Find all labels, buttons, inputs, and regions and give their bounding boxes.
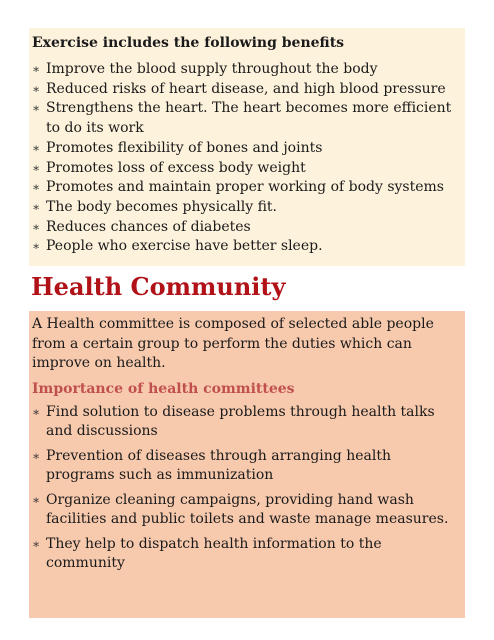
asterisk-bullet-icon: ∗ xyxy=(32,81,41,96)
list-item-text: Promotes loss of excess body weight xyxy=(46,159,306,176)
list-item-text: They help to dispatch health information to the community xyxy=(46,535,382,571)
health-committees-list xyxy=(32,403,461,574)
list-item-text: Prevention of diseases through arranging health programs such as immunization xyxy=(46,447,391,483)
asterisk-bullet-icon: ∗ xyxy=(32,101,41,116)
health-community-box xyxy=(29,311,465,618)
list-item-text: Organize cleaning campaigns, providing hand wash facilities and public toilets and waste manage measures. xyxy=(46,491,449,527)
asterisk-bullet-icon: ∗ xyxy=(32,239,41,254)
asterisk-bullet-icon: ∗ xyxy=(32,160,41,175)
list-item-text: Reduced risks of heart disease, and high blood pressure xyxy=(46,80,446,97)
list-item-text: Promotes and maintain proper working of body systems xyxy=(46,179,444,196)
asterisk-bullet-icon: ∗ xyxy=(32,140,41,155)
asterisk-bullet-icon: ∗ xyxy=(32,219,41,234)
asterisk-bullet-icon: ∗ xyxy=(32,448,41,463)
asterisk-bullet-icon: ∗ xyxy=(32,404,41,419)
list-item-text: Strengthens the heart. The heart becomes more efficient to do its work xyxy=(46,100,452,137)
list-item xyxy=(32,159,461,179)
section-heading: Health Community xyxy=(31,272,286,301)
exercise-benefits-list xyxy=(32,60,461,257)
health-committee-intro: A Health committee is composed of selected able people from a certain group to perform the duties which can improve on health. xyxy=(32,316,434,371)
list-item xyxy=(32,447,461,486)
list-item xyxy=(32,80,461,100)
list-item xyxy=(32,218,461,238)
list-item xyxy=(32,491,461,530)
asterisk-bullet-icon: ∗ xyxy=(32,536,41,551)
list-item xyxy=(32,178,461,198)
asterisk-bullet-icon: ∗ xyxy=(32,492,41,507)
list-item xyxy=(32,139,461,159)
list-item-text: The body becomes physically fit. xyxy=(46,198,277,215)
health-committees-subheading: Importance of health committees xyxy=(32,380,295,397)
exercise-benefits-box xyxy=(29,28,465,266)
asterisk-bullet-icon: ∗ xyxy=(32,199,41,214)
list-item xyxy=(32,237,461,257)
list-item xyxy=(32,60,461,80)
asterisk-bullet-icon: ∗ xyxy=(32,62,41,76)
list-item-text: People who exercise have better sleep. xyxy=(46,238,323,255)
list-item xyxy=(32,198,461,218)
list-item-text: Find solution to disease problems through health talks and discussions xyxy=(46,403,435,439)
list-item-text: Reduces chances of diabetes xyxy=(46,218,251,235)
list-item xyxy=(32,99,461,138)
exercise-benefits-title: Exercise includes the following benefits xyxy=(32,35,345,51)
list-item-text: Improve the blood supply throughout the body xyxy=(46,61,378,77)
asterisk-bullet-icon: ∗ xyxy=(32,180,41,195)
list-item xyxy=(32,535,461,574)
list-item xyxy=(32,403,461,442)
list-item-text: Promotes flexibility of bones and joints xyxy=(46,139,323,156)
